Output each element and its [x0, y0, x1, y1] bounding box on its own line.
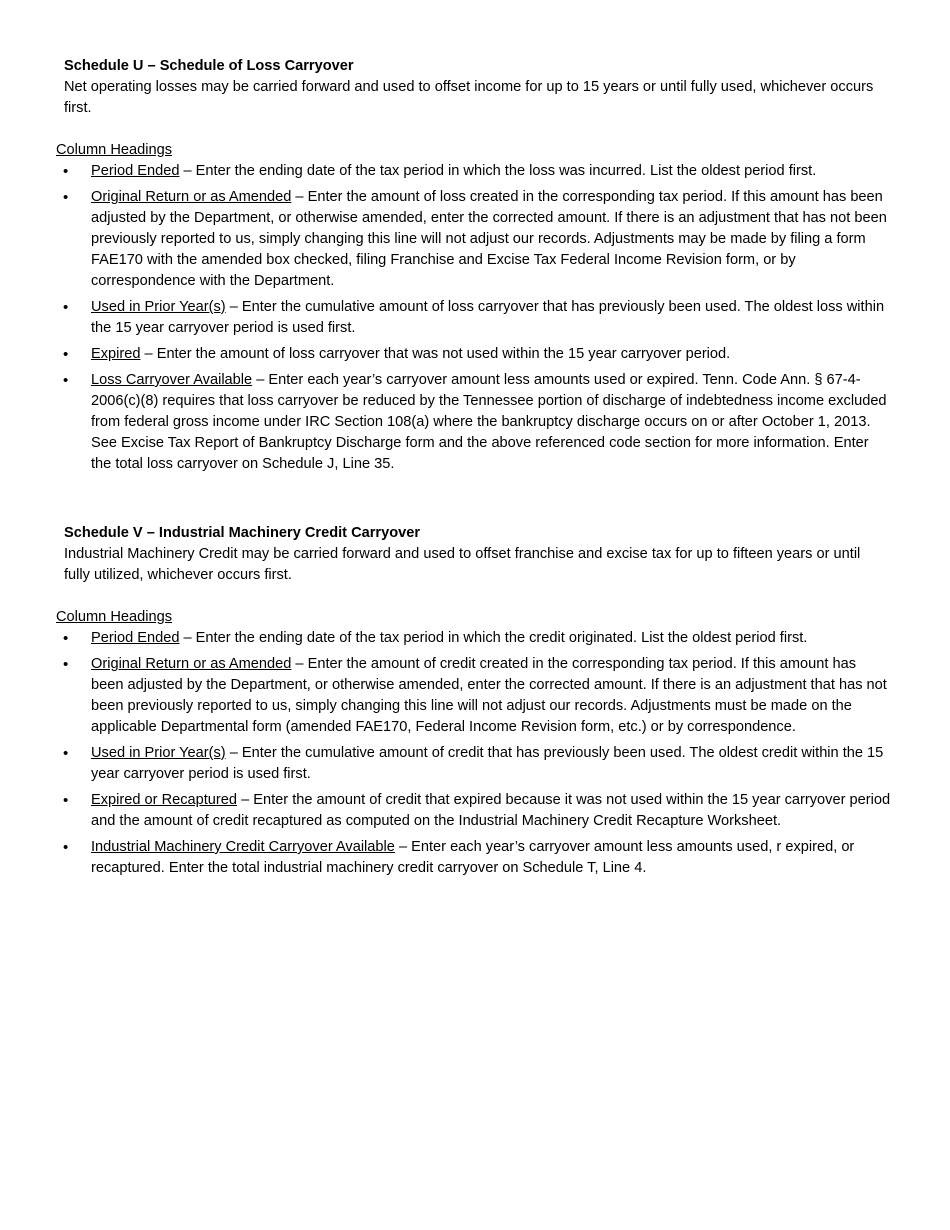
bullet-icon: •: [63, 299, 69, 316]
list-item: [56, 790, 892, 832]
schedule-u-section: [56, 56, 892, 480]
schedule-v-title: Schedule V – Industrial Machinery Credit Carryover: [64, 525, 421, 541]
schedule-v-section: [56, 523, 892, 884]
item-text: – Enter the cumulative amount of loss carryover that has previously been used. The oldest loss within the 15 year carryover period is used first.: [91, 299, 885, 336]
bullet-icon: •: [63, 163, 69, 180]
list-item: [56, 187, 892, 292]
term-credit-carryover-available: Industrial Machinery Credit Carryover Available: [91, 839, 395, 855]
term-expired-or-recaptured: Expired or Recaptured: [91, 792, 238, 808]
list-item: [56, 297, 892, 339]
list-item: [56, 370, 892, 475]
item-text: – Enter the amount of credit created in the corresponding tax period. If this amount has been adjusted by the Department, or otherwise amended, enter the corrected amount. If there is an adjustment that has not been previously reported to us, simply changing this line will not adjust our records. Adjustments must be made on the applicable Departmental form (amended FAE170, Federal Income Revision form, etc.) or by correspondence.: [91, 656, 887, 735]
bullet-icon: •: [63, 656, 69, 673]
schedule-v-intro: Industrial Machinery Credit may be carried forward and used to offset franchise and excise tax for up to fifteen years or until fully utilized, whichever occurs first.: [64, 546, 861, 583]
term-period-ended: Period Ended: [91, 630, 180, 646]
item-text: – Enter the amount of credit that expired because it was not used within the 15 year carryover period and the amount of credit recaptured as computed on the Industrial Machinery Credit Recapture Worksheet.: [91, 792, 891, 829]
schedule-u-title: Schedule U – Schedule of Loss Carryover: [64, 58, 354, 74]
item-text: – Enter each year’s carryover amount less amounts used or expired. Tenn. Code Ann. § 67-4-2006(c)(8) requires that loss carryover be reduced by the Tennessee portion of discharge of indebtedness income excluded from federal gross income under IRC Section 108(a) where the bankruptcy discharge occurs on or after October 1, 2013. See Excise Tax Report of Bankruptcy Discharge form and the above referenced code section for more information. Enter the total loss carryover on Schedule J, Line 35.: [91, 372, 887, 472]
schedule-u-column-headings: Column Headings: [56, 142, 173, 158]
list-item: [56, 628, 892, 649]
list-item: [56, 654, 892, 738]
schedule-v-column-headings: Column Headings: [56, 609, 173, 625]
list-item: [56, 743, 892, 785]
schedule-u-list: [56, 161, 892, 475]
bullet-icon: •: [63, 372, 69, 389]
item-text: – Enter the cumulative amount of credit that has previously been used. The oldest credit within the 15 year carryover period is used first.: [91, 745, 884, 782]
item-text: – Enter the ending date of the tax period in which the loss was incurred. List the oldest period first.: [179, 163, 817, 179]
item-text: – Enter the ending date of the tax period in which the credit originated. List the oldest period first.: [179, 630, 808, 646]
list-item: [56, 161, 831, 182]
list-item: [56, 837, 892, 879]
schedule-u-intro: Net operating losses may be carried forward and used to offset income for up to 15 years or until fully used, whichever occurs first.: [64, 79, 874, 116]
bullet-icon: •: [63, 792, 69, 809]
item-text: – Enter each year’s carryover amount less amounts used, r expired, or recaptured. Enter the total industrial machinery credit carryover on Schedule T, Line 4.: [91, 839, 855, 876]
term-loss-carryover-available: Loss Carryover Available: [91, 372, 253, 388]
term-expired: Expired: [91, 346, 141, 362]
item-text: – Enter the amount of loss carryover that was not used within the 15 year carryover period.: [140, 346, 731, 362]
bullet-icon: •: [63, 839, 69, 856]
term-used-in-prior-years: Used in Prior Year(s): [91, 745, 226, 761]
term-original-return: Original Return or as Amended: [91, 656, 292, 672]
bullet-icon: •: [63, 189, 69, 206]
item-text: – Enter the amount of loss created in the corresponding tax period. If this amount has been adjusted by the Department, or otherwise amended, enter the corrected amount. If there is an adjustment that has not been previously reported to us, simply changing this line will not adjust our records. Adjustments may be made by filing a form FAE170 with the amended box checked, filing Franchise and Excise Tax Federal Income Revision form, or by correspondence with the Department.: [91, 189, 887, 289]
term-period-ended: Period Ended: [91, 163, 180, 179]
schedule-v-list: [56, 628, 892, 879]
term-used-in-prior-years: Used in Prior Year(s): [91, 299, 226, 315]
bullet-icon: •: [63, 745, 69, 762]
bullet-icon: •: [63, 346, 69, 363]
term-original-return: Original Return or as Amended: [91, 189, 292, 205]
list-item: [56, 344, 892, 365]
bullet-icon: •: [63, 630, 69, 647]
